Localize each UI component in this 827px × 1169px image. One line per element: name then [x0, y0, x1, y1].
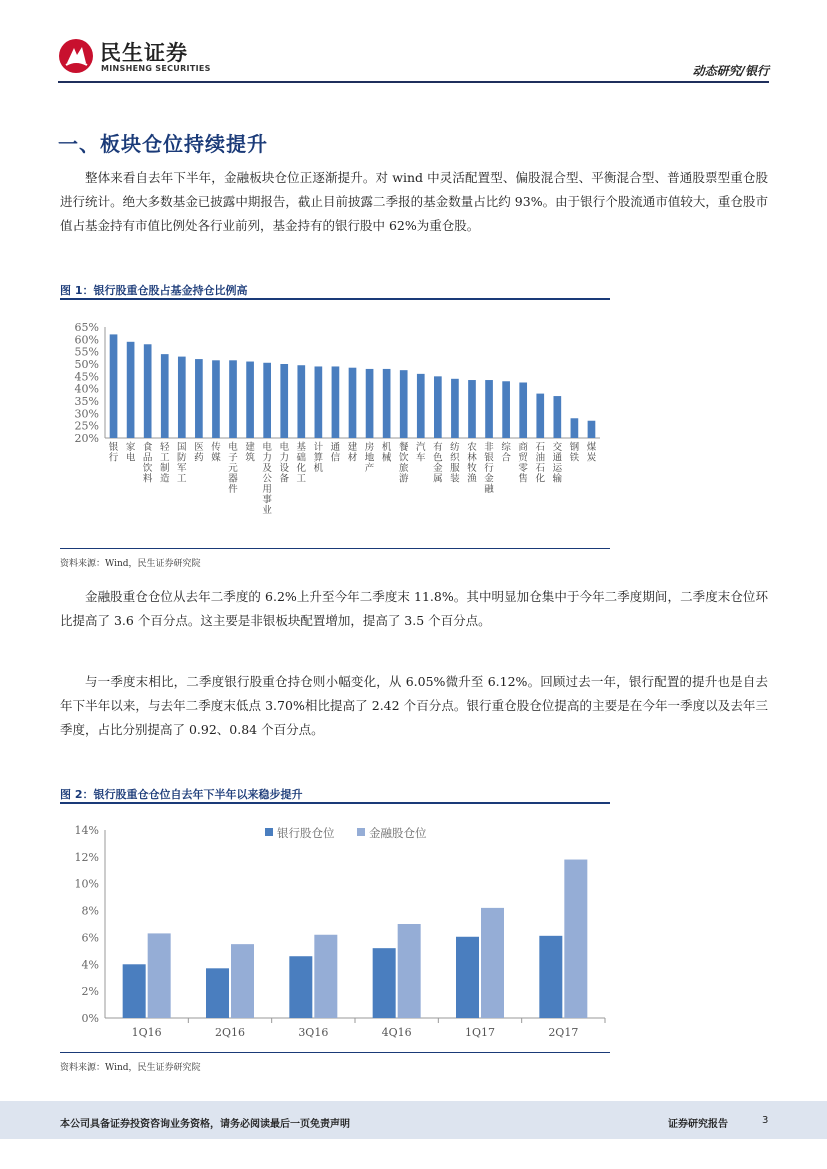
bar: [434, 376, 442, 438]
bar: [366, 369, 374, 438]
x-tick-label: 电力及公用事业: [262, 442, 272, 516]
logo-subtext: MINSHENG SECURITIES: [101, 64, 211, 73]
y-tick-label: 45%: [74, 370, 99, 384]
footer-disclaimer: 本公司具备证券投资咨询业务资格，请务必阅读最后一页免责声明: [60, 1119, 350, 1130]
x-tick-label: 家电: [125, 442, 136, 464]
bar: [400, 370, 408, 438]
y-tick-label: 20%: [74, 432, 99, 445]
legend-label: 银行股仓位: [277, 826, 335, 840]
figure-2-title: 图 2：银行股重仓仓位自去年下半年以来稳步提升: [60, 788, 303, 801]
x-tick-label: 医药: [194, 442, 204, 464]
x-tick-label: 食品饮料: [142, 442, 153, 485]
bar: [485, 380, 493, 438]
bar: [148, 933, 171, 1018]
bar: [398, 924, 421, 1018]
x-tick-label: 交通运输: [552, 442, 563, 485]
bar: [212, 360, 220, 438]
x-tick-label: 电子元器件: [228, 442, 238, 495]
x-tick-label: 非银行金融: [484, 442, 494, 495]
figure-2-source-rule: [60, 1052, 610, 1053]
bar: [383, 369, 391, 438]
x-tick-label: 通信: [330, 442, 341, 464]
x-tick-label: 1Q16: [131, 1026, 162, 1039]
y-tick-label: 10%: [74, 877, 99, 891]
bar: [553, 396, 561, 438]
footer-report-type: 证券研究报告: [668, 1119, 728, 1130]
y-tick-label: 65%: [74, 321, 99, 334]
x-tick-label: 建筑: [245, 442, 255, 464]
header-divider: [58, 81, 769, 83]
x-tick-label: 有色金属: [433, 442, 443, 485]
y-tick-label: 40%: [74, 382, 99, 396]
x-tick-label: 计算机: [313, 442, 324, 474]
bar: [349, 368, 357, 438]
x-tick-label: 3Q16: [298, 1026, 329, 1039]
y-tick-label: 12%: [74, 850, 99, 864]
bar: [502, 381, 510, 438]
y-tick-label: 50%: [74, 358, 99, 371]
bar: [231, 944, 254, 1018]
bar: [127, 342, 135, 438]
bar: [332, 366, 340, 438]
x-tick-label: 机械: [381, 442, 392, 464]
paragraph-1: 整体来看自去年下半年，金融板块仓位正逐渐提升。对 wind 中灵活配置型、偏股混合型、平衡混合型、普通股票型重仓股进行统计。绝大多数基金已披露中期报告，截止目前披露二季报的基金数量占比约 93%。由于银行个股流通市值较大，重仓股市值占基金持有市值比例处各行业前列，基金持有的银行股中 62%为重仓股。: [60, 170, 768, 233]
x-tick-label: 2Q16: [214, 1026, 246, 1039]
figure-2-rule: [60, 802, 610, 804]
x-tick-label: 2Q17: [548, 1026, 579, 1039]
bar: [110, 334, 118, 438]
bar: [571, 418, 579, 438]
bar: [178, 357, 186, 438]
bar: [539, 936, 562, 1018]
bar: [519, 383, 527, 439]
x-tick-label: 餐饮旅游: [398, 442, 409, 485]
bar: [161, 354, 169, 438]
bar: [588, 421, 596, 438]
y-tick-label: 35%: [74, 395, 99, 408]
x-tick-label: 煤炭: [586, 442, 597, 464]
bar: [481, 908, 504, 1018]
chart-2: [60, 812, 620, 1047]
figure-1-source: 资料来源：Wind，民生证券研究院: [60, 559, 201, 569]
bar: [536, 394, 544, 438]
logo-text: 民生证券: [100, 41, 188, 65]
bar: [206, 968, 229, 1018]
report-category: 动态研究/银行: [692, 64, 769, 78]
x-tick-label: 石油石化: [535, 442, 546, 485]
bar: [297, 365, 305, 438]
bar: [195, 359, 203, 438]
x-tick-label: 1Q17: [464, 1026, 496, 1039]
bar: [280, 364, 288, 438]
x-tick-label: 传媒: [211, 442, 221, 464]
page-number: 3: [762, 1115, 769, 1126]
figure-1-title: 图 1：银行股重仓股占基金持仓比例高: [60, 284, 248, 297]
y-tick-label: 6%: [81, 931, 99, 945]
bar: [144, 344, 152, 438]
figure-1-rule: [60, 298, 610, 300]
x-tick-label: 建材: [347, 442, 358, 464]
y-tick-label: 8%: [81, 904, 99, 918]
x-tick-label: 钢铁: [569, 442, 580, 464]
figure-1-source-rule: [60, 548, 610, 549]
x-tick-label: 国防军工: [177, 442, 187, 485]
x-tick-label: 综合: [501, 442, 511, 464]
bar: [417, 374, 425, 438]
y-tick-label: 2%: [81, 985, 99, 999]
x-tick-label: 轻工制造: [159, 442, 170, 485]
y-tick-label: 60%: [74, 333, 99, 347]
legend-swatch: [357, 828, 365, 836]
y-tick-label: 25%: [74, 419, 99, 433]
paragraph-2: 金融股重仓仓位从去年二季度的 6.2%上升至今年二季度末 11.8%。其中明显加仓集中于今年二季度期间，二季度末仓位环比提高了 3.6 个百分点。这主要是非银板块配置增加，提高了 3.5 个百分点。: [60, 589, 768, 628]
x-tick-label: 房地产: [364, 442, 375, 474]
x-tick-label: 基础化工: [296, 442, 307, 485]
bar: [246, 362, 254, 438]
bar: [314, 935, 337, 1018]
bar: [263, 363, 271, 438]
bar: [229, 360, 237, 438]
x-tick-label: 电力设备: [279, 442, 289, 485]
figure-2-source: 资料来源：Wind，民生证券研究院: [60, 1063, 201, 1073]
y-tick-label: 4%: [81, 958, 99, 972]
x-tick-label: 银行: [108, 442, 119, 464]
y-tick-label: 55%: [74, 345, 99, 359]
y-tick-label: 0%: [81, 1012, 99, 1025]
bar: [468, 380, 476, 438]
section-title: 一、板块仓位持续提升: [58, 132, 268, 156]
x-tick-label: 纺织服装: [450, 442, 460, 485]
legend-swatch: [265, 828, 273, 836]
legend-label: 金融股仓位: [369, 826, 427, 840]
y-tick-label: 30%: [74, 407, 99, 421]
x-tick-label: 农林牧渔: [467, 442, 477, 485]
chart-1: [60, 305, 620, 545]
bar: [451, 379, 459, 438]
bar: [289, 956, 312, 1018]
bar: [373, 948, 396, 1018]
bar: [564, 860, 587, 1018]
bar: [456, 937, 479, 1018]
bar: [315, 366, 323, 438]
paragraph-3: 与一季度末相比，二季度银行股重仓持仓则小幅变化，从 6.05%微升至 6.12%。回顾过去一年，银行配置的提升也是自去年下半年以来，与去年二季度末低点 3.70%相比提高了 2.42 个百分点。银行重仓股仓位提高的主要是在今年一季度以及去年三季度，占比分别提高了 0.92、0.84 个百分点。: [60, 674, 768, 737]
x-tick-label: 商贸零售: [518, 442, 528, 485]
x-tick-label: 4Q16: [381, 1026, 412, 1039]
x-tick-label: 汽车: [416, 442, 426, 464]
y-tick-label: 14%: [74, 824, 99, 837]
bar: [123, 964, 146, 1018]
minsheng-logo-icon: [58, 38, 94, 74]
